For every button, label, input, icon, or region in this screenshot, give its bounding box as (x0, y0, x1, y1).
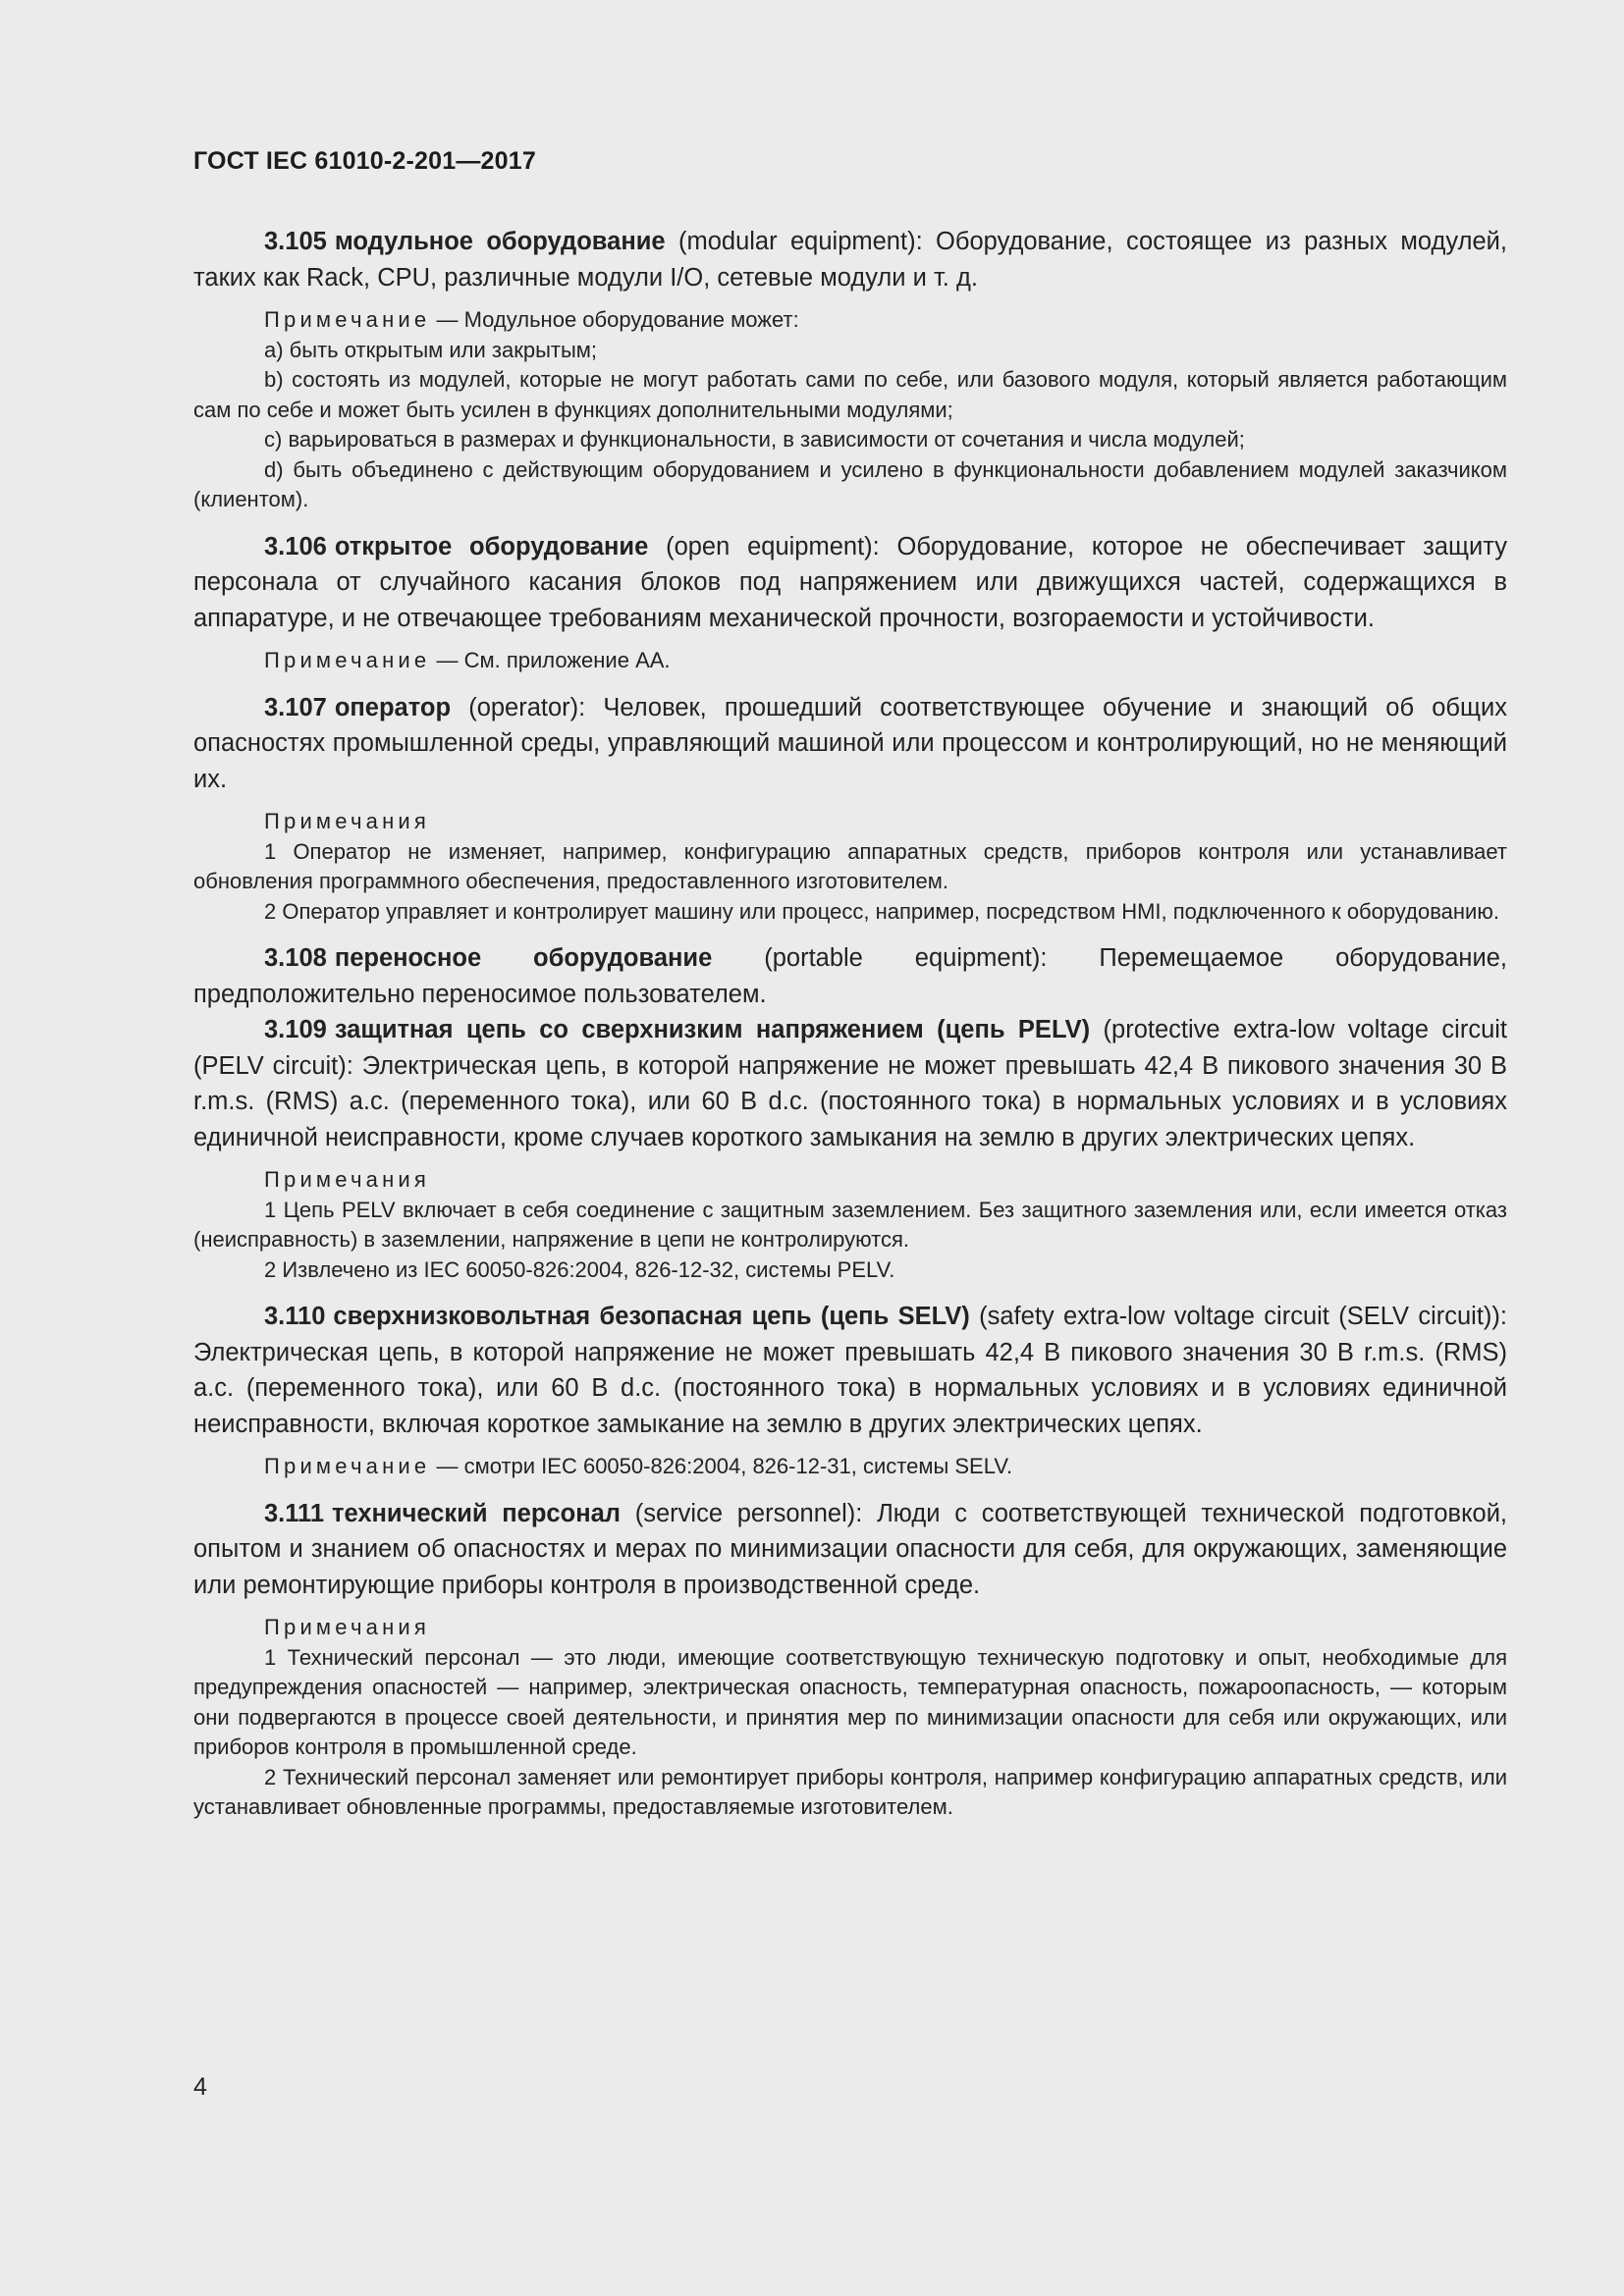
term-number: 3.111 (264, 1499, 324, 1527)
note-label: Примечания (264, 809, 431, 833)
term-number: 3.107 (264, 693, 327, 721)
term-english: (operator): (468, 693, 586, 721)
term-title: сверхнизковольтная безопасная цепь (цепь SELV) (333, 1303, 970, 1330)
term-english: (service personnel): (634, 1499, 863, 1527)
term-paragraph (193, 690, 1507, 798)
term-english: (safety extra-low voltage circuit (SELV circuit)): (979, 1303, 1507, 1330)
term-entry (193, 1012, 1507, 1285)
term-paragraph (193, 940, 1507, 1012)
term-definition: Люди с соответствующей технической подготовкой, опытом и знанием об опасностях и мерах по минимизации опасности для себя, для окружающих, заменяющие или ремонтирующие приборы контроля в производственной среде. (193, 1499, 1508, 1599)
term-paragraph (193, 529, 1507, 637)
note-line: 1 Цепь PELV включает в себя соединение с защитным заземлением. Без защитного заземления или, если имеется отказ (неисправность) в заземлении, напряжение в цепи не контролируются. (193, 1197, 1507, 1252)
note-text: — См. приложение АА. (436, 648, 671, 672)
term-definition: Оборудование, состоящее из разных модулей, таких как Rack, CPU, различные модули I/O, сетевые модули и т. д. (193, 228, 1507, 292)
term-title: технический персонал (332, 1499, 621, 1527)
term-paragraph (193, 224, 1507, 295)
term-title: открытое оборудование (334, 532, 649, 561)
term-title: переносное оборудование (334, 944, 713, 972)
note-label: Примечание (264, 648, 431, 672)
note-block (193, 807, 1507, 927)
term-definition: Электрическая цепь, в которой напряжение не может превышать 42,4 В пикового значения 30 В r.m.s. (RMS) a.c. (переменного тока), или 60 В d.c. (постоянного тока) в нормальных условиях и в условиях единичной неисправности, включая короткое замыкание на землю в других электрических цепях. (193, 1338, 1507, 1438)
note-line: c) варьироваться в размерах и функциональности, в зависимости от сочетания и числа модулей; (264, 427, 1245, 452)
term-english: (portable equipment): (764, 944, 1048, 972)
term-english: (open equipment): (666, 532, 880, 561)
note-label: Примечание (264, 307, 431, 332)
term-entry (193, 224, 1507, 515)
note-label: Примечания (264, 1167, 431, 1192)
term-english: (modular equipment): (677, 228, 923, 255)
note-block (193, 1165, 1507, 1285)
term-number: 3.108 (264, 944, 327, 972)
term-title: оператор (334, 693, 452, 721)
term-number: 3.105 (264, 228, 327, 255)
note-label: Примечания (264, 1615, 431, 1639)
note-line: b) состоять из модулей, которые не могут работать сами по себе, или базового модуля, который является работающим сам по себе и может быть усилен в функциях дополнительными модулями; (193, 367, 1507, 422)
term-title: модульное оборудование (334, 228, 666, 255)
note-line: a) быть открытым или закрытым; (264, 337, 598, 362)
term-title: защитная цепь со сверхнизким напряжением (цепь PELV) (334, 1016, 1091, 1043)
document-body (193, 224, 1507, 1837)
note-text: — Модульное оборудование может: (436, 307, 799, 332)
note-block (193, 646, 1507, 676)
term-paragraph (193, 1012, 1507, 1155)
note-line: 2 Технический персонал заменяет или ремонтирует приборы контроля, например конфигурацию аппаратных средств, или устанавливает обновленные программы, предоставляемые изготовителем. (193, 1764, 1507, 1819)
term-number: 3.110 (264, 1303, 326, 1330)
note-line: 1 Технический персонал — это люди, имеющие соответствующую техническую подготовку и опыт, необходимые для предупреждения опасностей — например, электрическая опасность, температурная опасность, пожароопасность, — которым они подвергаются в процессе своей деятельности, и принятия мер по минимизации опасности для себя или окружающих, или приборов контроля в промышленной среде. (193, 1644, 1507, 1759)
term-paragraph (193, 1299, 1507, 1442)
term-definition: Оборудование, которое не обеспечивает защиту персонала от случайного касания блоков под напряжением или движущихся частей, содержащихся в аппаратуре, и не отвечающее требованиям механической прочности, возгораемости и устойчивости. (193, 532, 1507, 632)
note-line: 2 Извлечено из IEC 60050-826:2004, 826-12-32, системы PELV. (264, 1256, 895, 1282)
note-block (193, 1452, 1507, 1482)
note-line: 1 Оператор не изменяет, например, конфигурацию аппаратных средств, приборов контроля или устанавливает обновления программного обеспечения, предоставленного изготовителем. (193, 838, 1507, 893)
page-number: 4 (193, 2073, 207, 2101)
term-number: 3.106 (264, 532, 327, 561)
document-header: ГОСТ IEC 61010-2-201—2017 (193, 147, 536, 175)
term-definition: Перемещаемое оборудование, предположительно переносимое пользователем. (193, 944, 1507, 1008)
note-text: — смотри IEC 60050-826:2004, 826-12-31, системы SELV. (436, 1454, 1013, 1478)
note-block (193, 1613, 1507, 1823)
term-entry (193, 940, 1507, 1012)
term-entry (193, 690, 1507, 928)
term-entry (193, 1496, 1507, 1823)
note-line: d) быть объединено с действующим оборудованием и усилено в функциональности добавлением модулей заказчиком (клиентом). (193, 456, 1507, 511)
term-entry (193, 1299, 1507, 1482)
term-english: (protective extra-low voltage circuit (PELV circuit): (193, 1016, 1508, 1080)
term-definition: Человек, прошедший соответствующее обучение и знающий об общих опасностях промышленной среды, управляющий машиной или процессом и контролирующий, но не меняющий их. (193, 693, 1508, 793)
term-entry (193, 529, 1507, 676)
note-label: Примечание (264, 1454, 431, 1478)
note-block (193, 305, 1507, 515)
term-paragraph (193, 1496, 1507, 1604)
term-number: 3.109 (264, 1016, 327, 1043)
note-line: 2 Оператор управляет и контролирует машину или процесс, например, посредством HMI, подключенного к оборудованию. (264, 898, 1499, 924)
term-definition: Электрическая цепь, в которой напряжение не может превышать 42,4 В пикового значения 30 В r.m.s. (RMS) a.c. (переменного тока), или 60 В d.c. (постоянного тока) в нормальных условиях и в условиях единичной неисправности, кроме случаев короткого замыкания на землю в других электрических цепях. (193, 1051, 1507, 1151)
